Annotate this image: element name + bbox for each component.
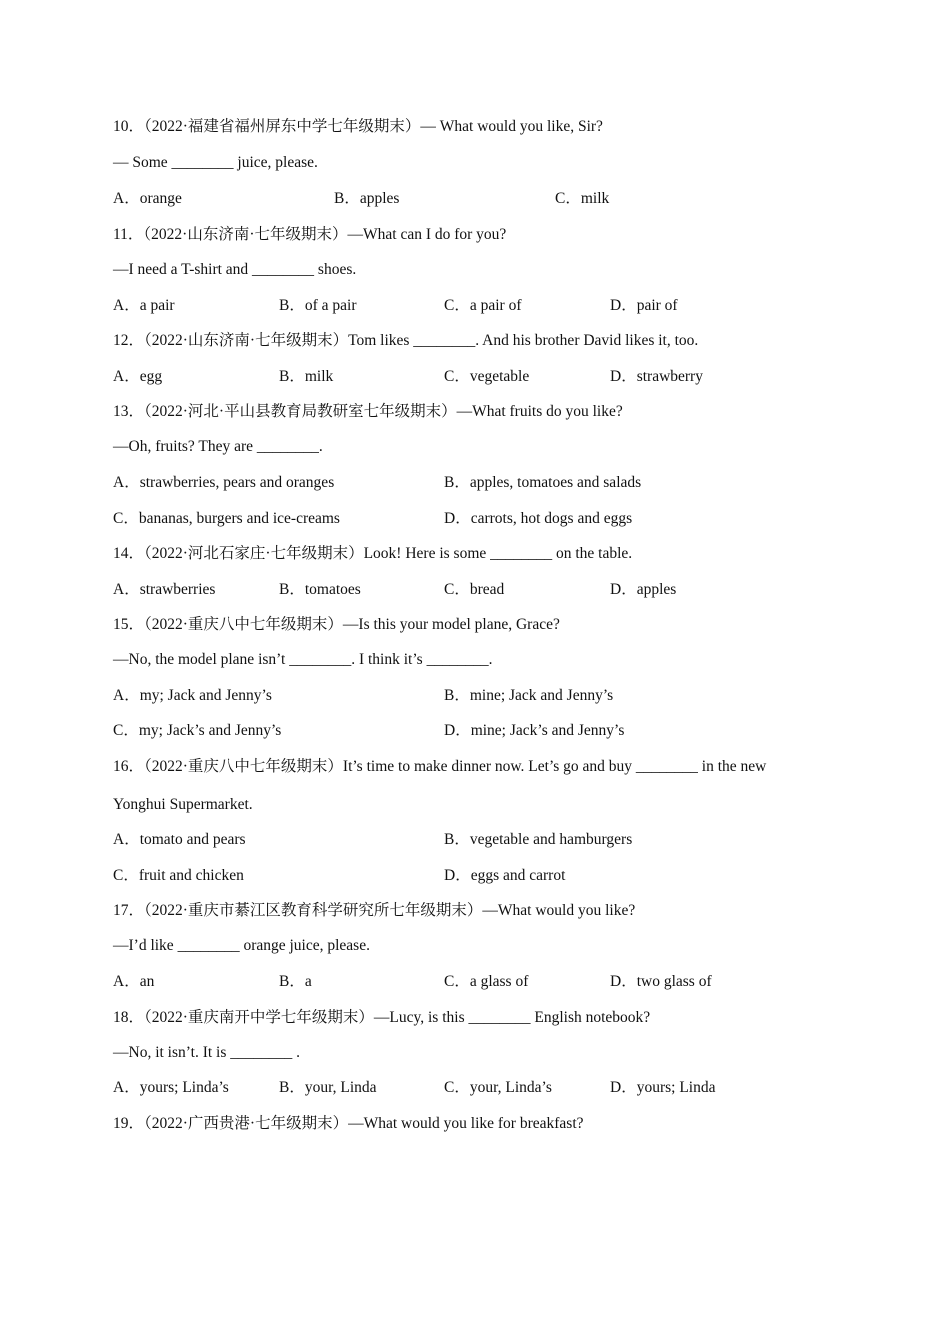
question-14-option-a: A．strawberries [113,581,216,598]
question-12-option-c: C．vegetable [444,368,530,385]
question-17-stem: 17．（2022·重庆市綦江区教育科学研究所七年级期末）—What would you like? [113,902,636,919]
question-13-stem: 13．（2022·河北·平山县教育局教研室七年级期末）—What fruits do you like? [113,403,623,420]
question-16-option-c: C．fruit and chicken [113,867,244,884]
question-10-option-c: C．milk [555,190,610,207]
question-16-option-b: B．vegetable and hamburgers [444,831,633,848]
question-15-line: —No, the model plane isn’t ________. I think it’s ________. [113,651,493,668]
question-11-option-a: A．a pair [113,297,175,314]
question-11-line: —I need a T-shirt and ________ shoes. [113,261,357,278]
question-15-option-c: C．my; Jack’s and Jenny’s [113,722,282,739]
question-17-option-c: C．a glass of [444,973,529,990]
question-14-stem: 14．（2022·河北石家庄·七年级期末）Look! Here is some ________ on the table. [113,545,633,562]
question-14-option-c: C．bread [444,581,505,598]
question-15-option-b: B．mine; Jack and Jenny’s [444,687,614,704]
question-13-option-a: A．strawberries, pears and oranges [113,474,335,491]
question-19-stem: 19．（2022·广西贵港·七年级期末）—What would you like for breakfast? [113,1115,584,1132]
question-14-option-b: B．tomatoes [279,581,361,598]
question-13-option-c: C．bananas, burgers and ice-creams [113,510,340,527]
question-10-option-a: A．orange [113,190,182,207]
question-18-option-b: B．your, Linda [279,1079,377,1096]
question-11-option-c: C．a pair of [444,297,522,314]
question-11-option-b: B．of a pair [279,297,357,314]
question-18-option-a: A．yours; Linda’s [113,1079,229,1096]
question-18-option-c: C．your, Linda’s [444,1079,552,1096]
question-11-option-d: D．pair of [610,297,678,314]
question-15-option-a: A．my; Jack and Jenny’s [113,687,272,704]
question-10-option-b: B．apples [334,190,400,207]
question-16-option-a: A．tomato and pears [113,831,246,848]
question-12-option-a: A．egg [113,368,163,385]
question-12-stem: 12．（2022·山东济南·七年级期末）Tom likes ________. And his brother David likes it, too. [113,332,699,349]
question-12-option-b: B．milk [279,368,334,385]
question-15-option-d: D．mine; Jack’s and Jenny’s [444,722,625,739]
question-13-line: —Oh, fruits? They are ________. [113,438,323,455]
question-17-option-a: A．an [113,973,155,990]
question-16-option-d: D．eggs and carrot [444,867,566,884]
question-14-option-d: D．apples [610,581,677,598]
question-17-option-b: B．a [279,973,312,990]
question-15-stem: 15．（2022·重庆八中七年级期末）—Is this your model plane, Grace? [113,616,560,633]
question-18-stem: 18．（2022·重庆南开中学七年级期末）—Lucy, is this ________ English notebook? [113,1009,651,1026]
question-17-option-d: D．two glass of [610,973,712,990]
question-17-line: —I’d like ________ orange juice, please. [113,937,370,954]
question-18-line: —No, it isn’t. It is ________ . [113,1044,301,1061]
question-13-option-b: B．apples, tomatoes and salads [444,474,642,491]
question-10-line: — Some ________ juice, please. [113,154,318,171]
question-18-option-d: D．yours; Linda [610,1079,716,1096]
question-16-stem: 16．（2022·重庆八中七年级期末）It’s time to make dinner now. Let’s go and buy ________ in the new [113,758,767,775]
question-16-line: Yonghui Supermarket. [113,796,253,813]
question-13-option-d: D．carrots, hot dogs and eggs [444,510,633,527]
question-10-stem: 10．（2022·福建省福州屏东中学七年级期末）— What would you like, Sir? [113,118,603,135]
question-12-option-d: D．strawberry [610,368,703,385]
question-11-stem: 11．（2022·山东济南·七年级期末）—What can I do for you? [113,226,507,243]
